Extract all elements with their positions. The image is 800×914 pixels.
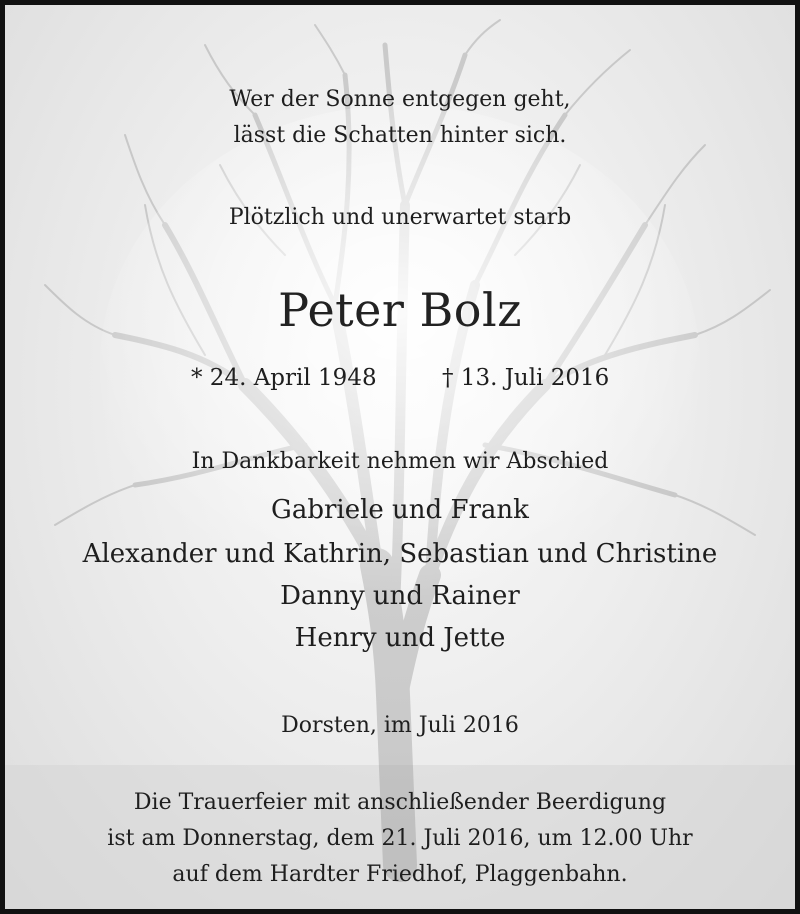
birth-date: * 24. April 1948 (191, 365, 377, 391)
intro-text: Plötzlich und unerwartet starb (228, 205, 572, 230)
mourner-line-3: Danny und Rainer (280, 581, 520, 611)
funeral-line-3: auf dem Hardter Friedhof, Plaggenbahn. (172, 862, 628, 887)
mourner-line-4: Henry und Jette (294, 623, 506, 653)
mourner-line-1: Gabriele und Frank (271, 495, 529, 525)
notice-text (5, 5, 795, 909)
place-date: Dorsten, im Juli 2016 (281, 713, 519, 738)
funeral-line-2: ist am Donnerstag, dem 21. Juli 2016, um 12.00 Uhr (107, 826, 693, 851)
funeral-line-1: Die Trauerfeier mit anschließender Beerdigung (133, 790, 667, 815)
deceased-name: Peter Bolz (278, 283, 522, 337)
mourner-line-2: Alexander und Kathrin, Sebastian und Christine (82, 539, 718, 569)
motto-line-2: lässt die Schatten hinter sich. (233, 123, 567, 148)
death-date: † 13. Juli 2016 (442, 365, 610, 391)
life-dates (5, 365, 795, 395)
motto-line-1: Wer der Sonne entgegen geht, (229, 87, 571, 112)
farewell-text: In Dankbarkeit nehmen wir Abschied (191, 449, 609, 474)
